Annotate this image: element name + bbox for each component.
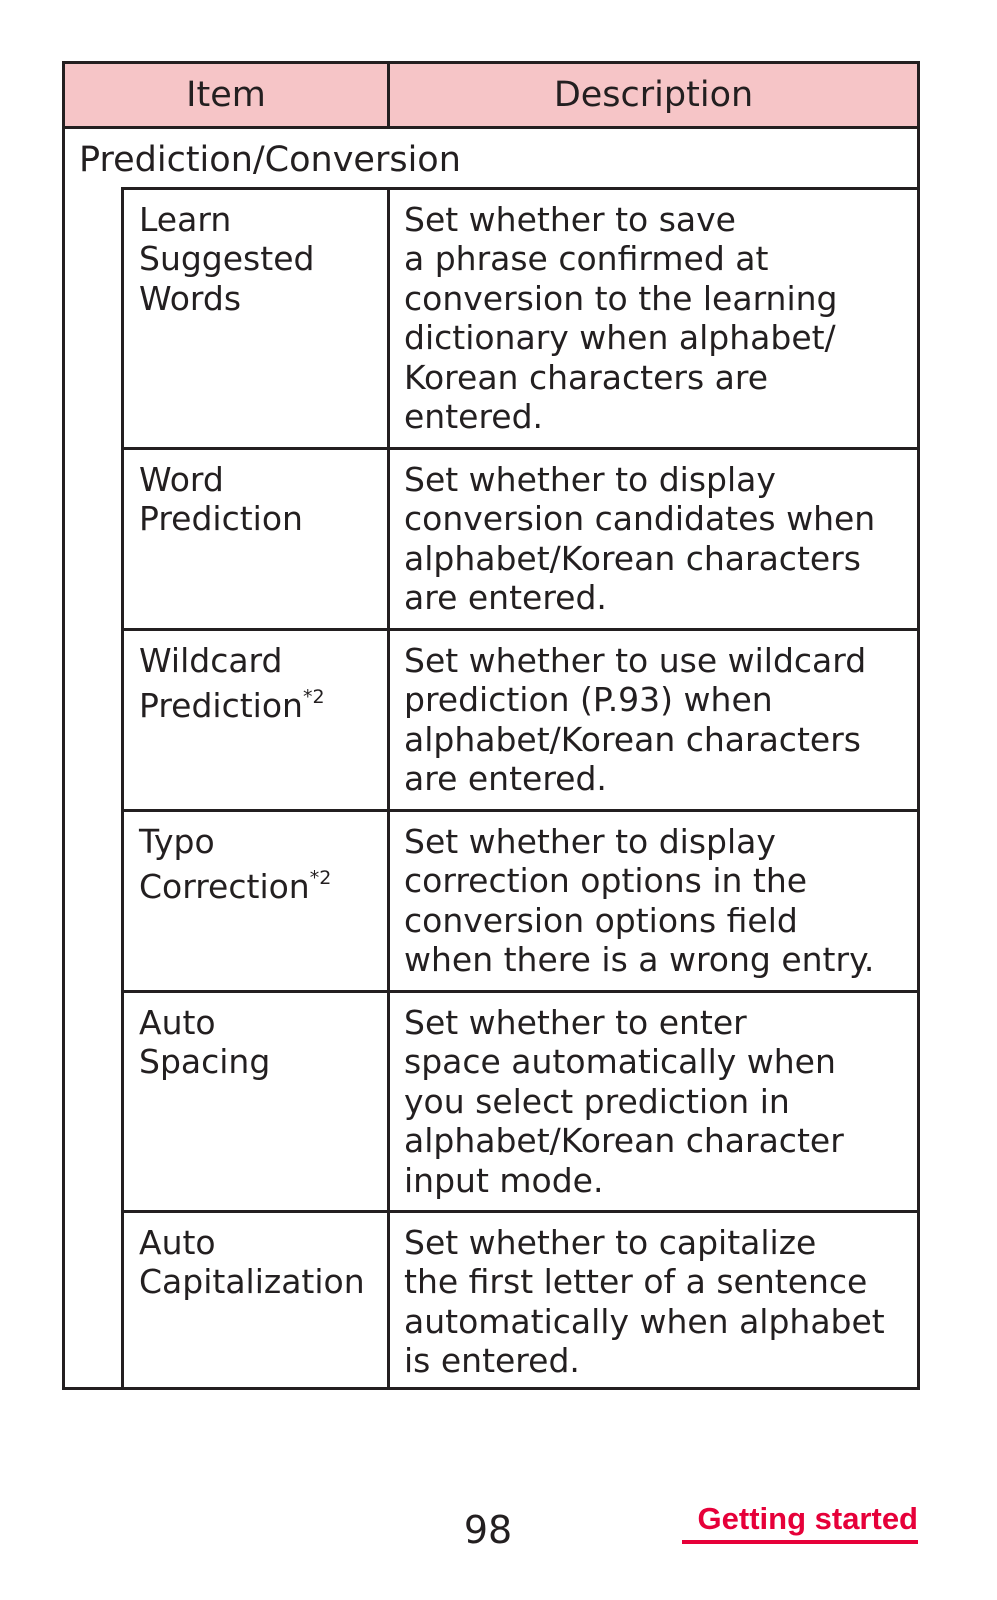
section-label: Prediction/Conversion [79, 140, 461, 180]
row-item-auto-spacing [139, 1003, 384, 1082]
section-divider [121, 187, 917, 190]
chapter-link[interactable]: Getting started [697, 1501, 918, 1536]
item-label: Wildcard Prediction [139, 641, 303, 726]
header-description: Description [553, 75, 754, 115]
row-divider [121, 990, 917, 993]
row-description-learn-suggested-words: Set whether to save a phrase confirmed at conversion to the learning dictionary when alphabet/ Korean characters are entered. [404, 200, 838, 437]
row-divider [121, 447, 917, 450]
row-description-word-prediction: Set whether to display conversion candidates when alphabet/Korean characters are entered. [404, 460, 876, 618]
row-item-wildcard-prediction [139, 641, 384, 726]
row-divider [121, 628, 917, 631]
page-number: 98 [463, 1508, 513, 1552]
row-divider [121, 809, 917, 812]
item-label: Typo Correction [139, 822, 310, 907]
row-item-typo-correction [139, 822, 384, 907]
row-divider [121, 1210, 917, 1213]
chapter-underline [682, 1540, 918, 1544]
settings-table [62, 61, 920, 1390]
item-label: Learn Suggested Words [139, 200, 315, 318]
row-description-typo-correction: Set whether to display correction options in the conversion options field when there is a wrong entry. [404, 822, 875, 980]
header-item: Item [186, 75, 266, 115]
row-item-auto-capitalization [139, 1223, 384, 1302]
item-label: Auto Spacing [139, 1003, 271, 1082]
row-description-auto-spacing: Set whether to enter space automatically when you select prediction in alphabet/Korean character input mode. [404, 1003, 844, 1200]
table-header [65, 64, 917, 129]
item-label: Auto Capitalization [139, 1223, 365, 1302]
row-item-word-prediction [139, 460, 384, 539]
indent-divider [121, 187, 124, 1387]
item-label: Word Prediction [139, 460, 303, 539]
column-divider [387, 187, 390, 1387]
row-description-auto-capitalization: Set whether to capitalize the first letter of a sentence automatically when alphabet is entered. [404, 1223, 885, 1381]
footnote-marker: *2 [302, 686, 325, 709]
row-description-wildcard-prediction: Set whether to use wildcard prediction (P.93) when alphabet/Korean characters are entered. [404, 641, 867, 799]
footnote-marker: *2 [309, 867, 332, 890]
row-item-learn-suggested-words [139, 200, 384, 318]
